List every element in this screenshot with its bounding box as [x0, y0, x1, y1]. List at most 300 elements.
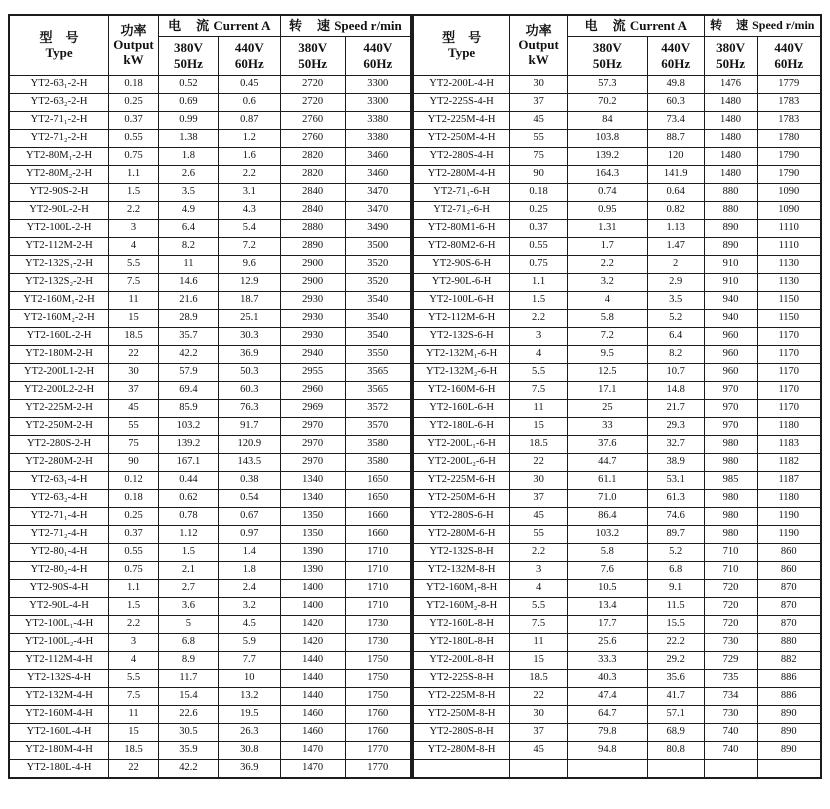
- cell-current-440v: 141.9: [647, 166, 704, 184]
- cell-speed-380v: 720: [704, 580, 757, 598]
- table-row: [9, 508, 411, 526]
- cell-speed-440v: 1650: [345, 490, 411, 508]
- cell-speed-380v: 734: [704, 688, 757, 706]
- header-output: [109, 15, 159, 76]
- cell-current-440v: 91.7: [218, 418, 280, 436]
- table-row: [9, 472, 411, 490]
- table-row: [9, 76, 411, 94]
- table-row: [413, 220, 821, 238]
- cell-output-kw: 1.5: [109, 598, 159, 616]
- cell-current-380v: 6.4: [158, 220, 218, 238]
- cell-type: YT2-63₂-4-H: [9, 490, 109, 508]
- table-row: [9, 616, 411, 634]
- cell-current-440v: 30.8: [218, 742, 280, 760]
- cell-type: YT2-160M-6-H: [413, 382, 510, 400]
- cell-speed-440v: 1730: [345, 634, 411, 652]
- cell-current-380v: 17.1: [568, 382, 648, 400]
- cell-current-440v: 8.2: [647, 346, 704, 364]
- cell-speed-380v: 2969: [280, 400, 345, 418]
- cell-current-380v: 103.2: [158, 418, 218, 436]
- cell-current-440v: 50.3: [218, 364, 280, 382]
- table-row: [413, 598, 821, 616]
- cell-speed-440v: 1130: [757, 274, 821, 292]
- table-row: [9, 256, 411, 274]
- table-row: [9, 454, 411, 472]
- cell-type: YT2-180M-2-H: [9, 346, 109, 364]
- cell-current-440v: 88.7: [647, 130, 704, 148]
- cell-current-440v: 21.7: [647, 400, 704, 418]
- cell-current-440v: 1.2: [218, 130, 280, 148]
- cell-type: YT2-90S-4-H: [9, 580, 109, 598]
- cell-output-kw: 4: [109, 652, 159, 670]
- cell-output-kw: 0.75: [109, 148, 159, 166]
- header-speed-group: [280, 15, 411, 37]
- cell-speed-380v: 2900: [280, 274, 345, 292]
- cell-output-kw: 2.2: [510, 544, 568, 562]
- label-380v: 380V: [173, 40, 203, 56]
- cell-speed-380v: 740: [704, 724, 757, 742]
- table-row: [9, 130, 411, 148]
- cell-speed-380v: 720: [704, 598, 757, 616]
- cell-type: YT2-280M-4-H: [413, 166, 510, 184]
- cell-output-kw: 0.18: [109, 76, 159, 94]
- cell-speed-440v: 1790: [757, 166, 821, 184]
- cell-type: YT2-280S-8-H: [413, 724, 510, 742]
- cell-current-380v: [568, 760, 648, 779]
- cell-current-380v: 2.6: [158, 166, 218, 184]
- table-row: [9, 418, 411, 436]
- motor-spec-tables: [8, 14, 822, 779]
- cell-current-380v: 57.9: [158, 364, 218, 382]
- cell-current-440v: 19.5: [218, 706, 280, 724]
- cell-current-380v: 69.4: [158, 382, 218, 400]
- cell-current-380v: 9.5: [568, 346, 648, 364]
- spec-table-left: [8, 14, 412, 779]
- cell-current-440v: 0.82: [647, 202, 704, 220]
- cell-output-kw: 15: [109, 310, 159, 328]
- cell-speed-440v: 1110: [757, 220, 821, 238]
- cell-type: YT2-132M₁-6-H: [413, 346, 510, 364]
- table-row: [9, 598, 411, 616]
- cell-output-kw: 11: [510, 634, 568, 652]
- cell-speed-440v: 1170: [757, 400, 821, 418]
- cell-type: YT2-71₂-6-H: [413, 202, 510, 220]
- table-row: [413, 256, 821, 274]
- table-row: [413, 166, 821, 184]
- table-row: [413, 724, 821, 742]
- cell-output-kw: 4: [109, 238, 159, 256]
- cell-current-440v: 41.7: [647, 688, 704, 706]
- cell-current-380v: 25.6: [568, 634, 648, 652]
- cell-current-440v: 0.6: [218, 94, 280, 112]
- cell-current-380v: 11: [158, 256, 218, 274]
- cell-type: YT2-71₁-6-H: [413, 184, 510, 202]
- cell-speed-440v: 860: [757, 544, 821, 562]
- table-row: [413, 508, 821, 526]
- cell-type: YT2-225S-8-H: [413, 670, 510, 688]
- cell-speed-380v: 720: [704, 616, 757, 634]
- cell-speed-440v: 3380: [345, 130, 411, 148]
- cell-current-380v: 61.1: [568, 472, 648, 490]
- cell-speed-380v: 1460: [280, 724, 345, 742]
- cell-output-kw: 55: [510, 130, 568, 148]
- header-output: [510, 15, 568, 76]
- cell-speed-380v: 2880: [280, 220, 345, 238]
- cell-current-380v: 17.7: [568, 616, 648, 634]
- table-row: [413, 544, 821, 562]
- cell-speed-380v: 890: [704, 238, 757, 256]
- cell-current-380v: 2.1: [158, 562, 218, 580]
- cell-current-440v: 61.3: [647, 490, 704, 508]
- cell-type: YT2-200L1-2-H: [9, 364, 109, 382]
- cell-speed-440v: 860: [757, 562, 821, 580]
- cell-output-kw: 0.25: [109, 508, 159, 526]
- cell-type: YT2-280M-2-H: [9, 454, 109, 472]
- cell-speed-380v: 1440: [280, 652, 345, 670]
- cell-speed-440v: 1170: [757, 382, 821, 400]
- header-current-group: [158, 15, 280, 37]
- cell-current-380v: 37.6: [568, 436, 648, 454]
- cell-type: YT2-80M₁-2-H: [9, 148, 109, 166]
- cell-output-kw: 0.18: [109, 490, 159, 508]
- cell-current-440v: 57.1: [647, 706, 704, 724]
- cell-current-380v: 7.6: [568, 562, 648, 580]
- cell-speed-380v: 740: [704, 742, 757, 760]
- table-row: [413, 94, 821, 112]
- cell-current-380v: 35.7: [158, 328, 218, 346]
- cell-speed-380v: 1476: [704, 76, 757, 94]
- cell-current-440v: 5.9: [218, 634, 280, 652]
- cell-output-kw: 0.37: [109, 526, 159, 544]
- cell-type: YT2-250M-2-H: [9, 418, 109, 436]
- table-row: [413, 742, 821, 760]
- cell-current-440v: 1.47: [647, 238, 704, 256]
- cell-output-kw: 90: [109, 454, 159, 472]
- cell-current-440v: 1.4: [218, 544, 280, 562]
- cell-speed-440v: 1190: [757, 526, 821, 544]
- cell-speed-440v: 1180: [757, 490, 821, 508]
- table-row: [413, 760, 821, 779]
- cell-current-440v: 0.38: [218, 472, 280, 490]
- header-speed-group: [704, 15, 821, 37]
- cell-speed-380v: [704, 760, 757, 779]
- cell-output-kw: 5.5: [510, 598, 568, 616]
- cell-output-kw: 18.5: [510, 436, 568, 454]
- table-row: [9, 724, 411, 742]
- cell-current-440v: 0.45: [218, 76, 280, 94]
- table-row: [413, 652, 821, 670]
- table-row: [413, 130, 821, 148]
- cell-type: YT2-63₂-2-H: [9, 94, 109, 112]
- cell-output-kw: 7.5: [109, 274, 159, 292]
- cell-type: YT2-225M-2-H: [9, 400, 109, 418]
- cell-type: YT2-180L-6-H: [413, 418, 510, 436]
- header-current-zh: 电 流: [584, 17, 627, 33]
- header-type: [9, 15, 109, 76]
- spec-table-right: [412, 14, 822, 779]
- cell-speed-440v: 1710: [345, 598, 411, 616]
- cell-output-kw: 30: [510, 706, 568, 724]
- cell-speed-440v: 870: [757, 616, 821, 634]
- cell-current-380v: 85.9: [158, 400, 218, 418]
- cell-type: YT2-160L-2-H: [9, 328, 109, 346]
- cell-current-440v: 89.7: [647, 526, 704, 544]
- cell-output-kw: 15: [510, 418, 568, 436]
- cell-speed-380v: 2760: [280, 112, 345, 130]
- cell-type: YT2-80₂-4-H: [9, 562, 109, 580]
- cell-speed-440v: 3540: [345, 328, 411, 346]
- cell-current-440v: 10.7: [647, 364, 704, 382]
- cell-speed-440v: 3460: [345, 148, 411, 166]
- header-type-zh: 型 号: [442, 30, 482, 46]
- cell-output-kw: 45: [510, 508, 568, 526]
- cell-speed-380v: 710: [704, 562, 757, 580]
- cell-speed-440v: 1150: [757, 292, 821, 310]
- cell-type: YT2-80M₂-2-H: [9, 166, 109, 184]
- cell-speed-440v: 1180: [757, 418, 821, 436]
- cell-current-380v: 1.5: [158, 544, 218, 562]
- cell-type: YT2-71₂-4-H: [9, 526, 109, 544]
- cell-output-kw: 0.75: [109, 562, 159, 580]
- cell-type: YT2-160M₂-8-H: [413, 598, 510, 616]
- cell-type: YT2-250M-4-H: [413, 130, 510, 148]
- cell-speed-380v: 710: [704, 544, 757, 562]
- cell-output-kw: 22: [510, 454, 568, 472]
- cell-type: YT2-132S-6-H: [413, 328, 510, 346]
- cell-current-440v: 7.2: [218, 238, 280, 256]
- table-row: [9, 742, 411, 760]
- cell-type: YT2-180L-8-H: [413, 634, 510, 652]
- cell-type: YT2-100L-2-H: [9, 220, 109, 238]
- table-row: [9, 166, 411, 184]
- table-row: [413, 112, 821, 130]
- cell-current-440v: 32.7: [647, 436, 704, 454]
- header-speed-en: Speed r/min: [752, 18, 815, 33]
- cell-speed-440v: 3380: [345, 112, 411, 130]
- cell-current-380v: 33.3: [568, 652, 648, 670]
- cell-speed-380v: 730: [704, 634, 757, 652]
- table-row: [9, 490, 411, 508]
- cell-output-kw: 55: [510, 526, 568, 544]
- table-row: [9, 382, 411, 400]
- cell-speed-440v: 890: [757, 706, 821, 724]
- cell-output-kw: 55: [109, 418, 159, 436]
- label-380v: 380V: [716, 40, 745, 56]
- cell-type: YT2-63₁-4-H: [9, 472, 109, 490]
- cell-type: YT2-90L-6-H: [413, 274, 510, 292]
- cell-output-kw: 45: [510, 112, 568, 130]
- cell-speed-380v: 960: [704, 328, 757, 346]
- table-row: [9, 148, 411, 166]
- cell-speed-380v: 2940: [280, 346, 345, 364]
- cell-type: YT2-180L-4-H: [9, 760, 109, 779]
- cell-current-380v: 14.6: [158, 274, 218, 292]
- cell-type: YT2-280M-6-H: [413, 526, 510, 544]
- cell-speed-380v: 2970: [280, 454, 345, 472]
- cell-speed-440v: 3460: [345, 166, 411, 184]
- cell-current-380v: 1.12: [158, 526, 218, 544]
- cell-current-380v: 6.8: [158, 634, 218, 652]
- cell-current-380v: 21.6: [158, 292, 218, 310]
- cell-speed-380v: 980: [704, 490, 757, 508]
- cell-type: YT2-280S-6-H: [413, 508, 510, 526]
- table-row: [9, 634, 411, 652]
- cell-speed-440v: 1710: [345, 562, 411, 580]
- cell-speed-440v: 1750: [345, 652, 411, 670]
- cell-speed-380v: 2720: [280, 76, 345, 94]
- left-table-body: [9, 76, 411, 779]
- table-row: [413, 274, 821, 292]
- cell-type: YT2-160L-4-H: [9, 724, 109, 742]
- cell-type: YT2-71₁-4-H: [9, 508, 109, 526]
- cell-current-440v: [647, 760, 704, 779]
- cell-speed-440v: 1750: [345, 688, 411, 706]
- cell-speed-380v: 970: [704, 418, 757, 436]
- cell-type: YT2-160M₂-2-H: [9, 310, 109, 328]
- cell-current-440v: 0.87: [218, 112, 280, 130]
- cell-speed-380v: 2955: [280, 364, 345, 382]
- cell-current-440v: 4.3: [218, 202, 280, 220]
- table-row: [413, 562, 821, 580]
- cell-type: YT2-280S-4-H: [413, 148, 510, 166]
- cell-current-440v: 73.4: [647, 112, 704, 130]
- cell-speed-440v: 1130: [757, 256, 821, 274]
- cell-speed-440v: 1770: [345, 742, 411, 760]
- cell-current-380v: 0.74: [568, 184, 648, 202]
- table-row: [9, 580, 411, 598]
- cell-speed-380v: 1420: [280, 634, 345, 652]
- table-row: [9, 202, 411, 220]
- cell-type: YT2-225M-8-H: [413, 688, 510, 706]
- cell-current-380v: 139.2: [158, 436, 218, 454]
- cell-current-380v: 25: [568, 400, 648, 418]
- cell-output-kw: 45: [109, 400, 159, 418]
- cell-current-380v: 1.8: [158, 148, 218, 166]
- cell-speed-380v: 1340: [280, 472, 345, 490]
- cell-type: YT2-225M-6-H: [413, 472, 510, 490]
- cell-current-380v: 70.2: [568, 94, 648, 112]
- cell-speed-440v: 1170: [757, 328, 821, 346]
- table-row: [413, 400, 821, 418]
- cell-output-kw: 15: [109, 724, 159, 742]
- cell-current-440v: 36.9: [218, 346, 280, 364]
- cell-current-440v: 29.3: [647, 418, 704, 436]
- cell-current-380v: 12.5: [568, 364, 648, 382]
- cell-current-440v: 2.9: [647, 274, 704, 292]
- cell-current-440v: 10: [218, 670, 280, 688]
- cell-current-440v: 9.6: [218, 256, 280, 274]
- cell-type: YT2-200L₁-6-H: [413, 436, 510, 454]
- cell-type: YT2-200L2-2-H: [9, 382, 109, 400]
- label-50hz: 50Hz: [592, 56, 622, 71]
- table-row: [9, 688, 411, 706]
- cell-output-kw: 11: [109, 292, 159, 310]
- cell-speed-380v: 980: [704, 526, 757, 544]
- cell-output-kw: 5.5: [109, 670, 159, 688]
- cell-speed-380v: 1340: [280, 490, 345, 508]
- cell-type: YT2-200L₂-6-H: [413, 454, 510, 472]
- cell-current-440v: 36.9: [218, 760, 280, 779]
- cell-speed-440v: 1182: [757, 454, 821, 472]
- table-row: [9, 562, 411, 580]
- table-row: [413, 148, 821, 166]
- cell-current-440v: 5.2: [647, 544, 704, 562]
- cell-speed-380v: 910: [704, 274, 757, 292]
- cell-output-kw: 0.75: [510, 256, 568, 274]
- cell-output-kw: 22: [109, 346, 159, 364]
- cell-output-kw: 37: [109, 382, 159, 400]
- cell-speed-440v: 1760: [345, 724, 411, 742]
- header-speed-zh: 转 速: [710, 18, 750, 33]
- cell-output-kw: 18.5: [109, 742, 159, 760]
- cell-speed-440v: 3490: [345, 220, 411, 238]
- cell-type: YT2-132M₂-6-H: [413, 364, 510, 382]
- cell-speed-380v: 910: [704, 256, 757, 274]
- table-row: [9, 220, 411, 238]
- header-speed-440v: [757, 37, 821, 76]
- cell-type: YT2-132S₂-2-H: [9, 274, 109, 292]
- cell-current-380v: 35.9: [158, 742, 218, 760]
- cell-current-440v: 6.4: [647, 328, 704, 346]
- table-row: [9, 94, 411, 112]
- header-current-group: [568, 15, 705, 37]
- cell-speed-380v: 980: [704, 454, 757, 472]
- table-row: [413, 454, 821, 472]
- cell-type: YT2-90L-4-H: [9, 598, 109, 616]
- cell-current-380v: 86.4: [568, 508, 648, 526]
- cell-speed-440v: 886: [757, 688, 821, 706]
- label-440v: 440V: [363, 40, 393, 56]
- cell-type: YT2-160M₁-2-H: [9, 292, 109, 310]
- cell-current-440v: 0.64: [647, 184, 704, 202]
- cell-output-kw: 18.5: [109, 328, 159, 346]
- cell-output-kw: 0.55: [109, 544, 159, 562]
- cell-speed-380v: 940: [704, 310, 757, 328]
- cell-current-380v: 0.95: [568, 202, 648, 220]
- cell-output-kw: 1.5: [510, 292, 568, 310]
- header-current-380v: [568, 37, 648, 76]
- table-row: [9, 544, 411, 562]
- cell-current-440v: 0.67: [218, 508, 280, 526]
- cell-current-440v: 60.3: [218, 382, 280, 400]
- cell-speed-380v: 940: [704, 292, 757, 310]
- cell-speed-440v: 1090: [757, 184, 821, 202]
- cell-current-440v: 22.2: [647, 634, 704, 652]
- cell-speed-440v: 3580: [345, 436, 411, 454]
- header-output-en: Output: [113, 37, 154, 53]
- cell-current-380v: 1.38: [158, 130, 218, 148]
- cell-type: YT2-132S₁-2-H: [9, 256, 109, 274]
- cell-current-380v: 7.2: [568, 328, 648, 346]
- cell-output-kw: 75: [510, 148, 568, 166]
- cell-type: YT2-100L₂-4-H: [9, 634, 109, 652]
- table-row: [413, 328, 821, 346]
- cell-type: YT2-80M1-6-H: [413, 220, 510, 238]
- cell-type: YT2-160L-8-H: [413, 616, 510, 634]
- cell-output-kw: 3: [109, 634, 159, 652]
- cell-current-380v: 11.7: [158, 670, 218, 688]
- label-50hz: 50Hz: [173, 56, 203, 71]
- cell-speed-380v: 1350: [280, 526, 345, 544]
- cell-current-440v: 12.9: [218, 274, 280, 292]
- table-row: [413, 184, 821, 202]
- cell-current-380v: 4.9: [158, 202, 218, 220]
- label-60hz: 60Hz: [661, 56, 691, 71]
- table-row: [9, 364, 411, 382]
- cell-speed-440v: 1710: [345, 580, 411, 598]
- cell-output-kw: 75: [109, 436, 159, 454]
- label-440v: 440V: [234, 40, 264, 56]
